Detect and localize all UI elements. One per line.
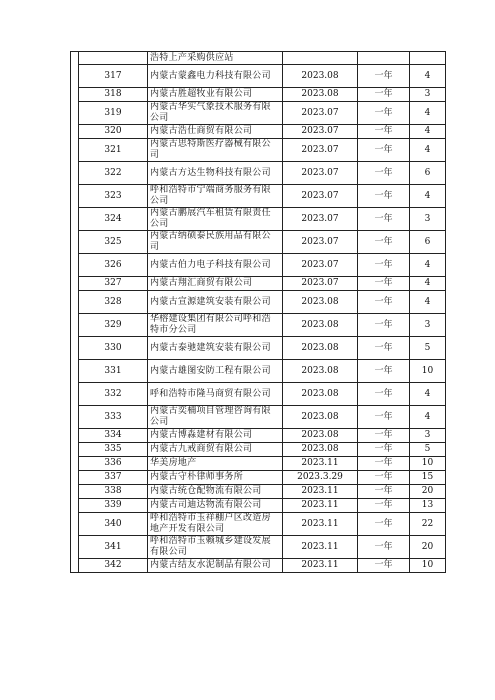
period-cell: 一年 <box>358 485 410 499</box>
date-cell: 2023.11 <box>283 485 358 499</box>
table-row <box>71 88 446 102</box>
table-row <box>71 162 446 185</box>
period-cell: 一年 <box>358 559 410 573</box>
period-cell: 一年 <box>358 429 410 443</box>
company-name-cell: 内蒙古伯力电子科技有限公司 <box>148 254 283 277</box>
table-row <box>71 406 446 429</box>
table-row <box>71 457 446 471</box>
company-name-cell: 内蒙古统仓配物流有限公司 <box>148 485 283 499</box>
quantity-cell: 4 <box>410 102 446 125</box>
table-row <box>71 314 446 337</box>
row-number-cell: 327 <box>79 277 148 291</box>
date-cell: 2023.08 <box>283 337 358 360</box>
date-cell: 2023.07 <box>283 231 358 254</box>
quantity-cell: 4 <box>410 383 446 406</box>
quantity-cell: 5 <box>410 443 446 457</box>
period-cell: 一年 <box>358 314 410 337</box>
row-number-cell: 330 <box>79 337 148 360</box>
period-cell: 一年 <box>358 360 410 383</box>
row-number-cell: 321 <box>79 139 148 162</box>
period-cell: 一年 <box>358 457 410 471</box>
date-cell: 2023.11 <box>283 536 358 559</box>
period-cell: 一年 <box>358 208 410 231</box>
quantity-cell: 10 <box>410 457 446 471</box>
date-cell: 2023.08 <box>283 429 358 443</box>
date-cell: 2023.08 <box>283 406 358 429</box>
quantity-cell: 4 <box>410 406 446 429</box>
company-name-cell: 内蒙古九戒商贸有限公司 <box>148 443 283 457</box>
table-row <box>71 185 446 208</box>
company-name-cell: 内蒙古雄图安防工程有限公司 <box>148 360 283 383</box>
company-name-cell: 呼和浩特市玉祥棚户区改造房地产开发有限公司 <box>148 513 283 536</box>
period-cell: 一年 <box>358 383 410 406</box>
date-cell: 2023.07 <box>283 277 358 291</box>
quantity-cell: 15 <box>410 471 446 485</box>
row-number-cell: 339 <box>79 499 148 513</box>
company-name-cell: 浩特上产采购供应站 <box>148 52 283 65</box>
quantity-cell: 4 <box>410 254 446 277</box>
quantity-cell: 3 <box>410 429 446 443</box>
table-row <box>71 291 446 314</box>
company-name-cell: 内蒙古方达生物科技有限公司 <box>148 162 283 185</box>
company-name-cell: 内蒙古司迪达物流有限公司 <box>148 499 283 513</box>
row-number-cell: 332 <box>79 383 148 406</box>
date-cell: 2023.08 <box>283 88 358 102</box>
date-cell: 2023.11 <box>283 457 358 471</box>
company-name-cell: 内蒙古守朴律师事务所 <box>148 471 283 485</box>
table-row <box>71 429 446 443</box>
period-cell: 一年 <box>358 88 410 102</box>
company-name-cell: 内蒙古思特斯医疗器械有限公司 <box>148 139 283 162</box>
table-row <box>71 485 446 499</box>
company-name-cell: 内蒙古浩仕商贸有限公司 <box>148 125 283 139</box>
company-name-cell: 内蒙古泰驰建筑安装有限公司 <box>148 337 283 360</box>
table-row <box>71 102 446 125</box>
quantity-cell: 3 <box>410 208 446 231</box>
company-name-cell: 呼和浩特市宁端商务服务有限公司 <box>148 185 283 208</box>
period-cell: 一年 <box>358 65 410 88</box>
company-name-cell: 内蒙古纳硕泰民族用品有限公司 <box>148 231 283 254</box>
row-number-cell: 342 <box>79 559 148 573</box>
date-cell <box>283 52 358 65</box>
table-body <box>71 52 446 573</box>
company-name-cell: 华榕建设集团有限公司呼和浩特市分公司 <box>148 314 283 337</box>
company-name-cell: 内蒙古奕楠项目管理咨询有限公司 <box>148 406 283 429</box>
company-name-cell: 内蒙古胜超牧业有限公司 <box>148 88 283 102</box>
quantity-cell: 10 <box>410 360 446 383</box>
date-cell: 2023.08 <box>283 314 358 337</box>
row-number-cell: 337 <box>79 471 148 485</box>
table-row <box>71 360 446 383</box>
period-cell: 一年 <box>358 162 410 185</box>
row-number-cell <box>79 52 148 65</box>
period-cell: 一年 <box>358 471 410 485</box>
company-name-cell: 内蒙古华实气象技术服务有限公司 <box>148 102 283 125</box>
company-name-cell: 内蒙古翔汇商贸有限公司 <box>148 277 283 291</box>
company-name-cell: 内蒙古鹏展汽车租赁有限责任公司 <box>148 208 283 231</box>
row-number-cell: 333 <box>79 406 148 429</box>
quantity-cell: 4 <box>410 277 446 291</box>
table-row <box>71 337 446 360</box>
period-cell: 一年 <box>358 277 410 291</box>
period-cell: 一年 <box>358 406 410 429</box>
date-cell: 2023.3.29 <box>283 471 358 485</box>
period-cell <box>358 52 410 65</box>
date-cell: 2023.11 <box>283 513 358 536</box>
period-cell: 一年 <box>358 536 410 559</box>
date-cell: 2023.08 <box>283 291 358 314</box>
quantity-cell: 4 <box>410 291 446 314</box>
quantity-cell: 20 <box>410 485 446 499</box>
table-row <box>71 231 446 254</box>
row-number-cell: 323 <box>79 185 148 208</box>
table-row <box>71 383 446 406</box>
row-number-cell: 324 <box>79 208 148 231</box>
table-row <box>71 208 446 231</box>
company-name-cell: 华美房地产 <box>148 457 283 471</box>
quantity-cell: 10 <box>410 559 446 573</box>
period-cell: 一年 <box>358 139 410 162</box>
date-cell: 2023.07 <box>283 125 358 139</box>
company-name-cell: 呼和浩特市隆马商贸有限公司 <box>148 383 283 406</box>
company-name-cell: 内蒙古博淼建材有限公司 <box>148 429 283 443</box>
row-number-cell: 334 <box>79 429 148 443</box>
date-cell: 2023.07 <box>283 102 358 125</box>
company-name-cell: 呼和浩特市玉赖城乡建设发展有限公司 <box>148 536 283 559</box>
quantity-cell: 13 <box>410 499 446 513</box>
period-cell: 一年 <box>358 443 410 457</box>
period-cell: 一年 <box>358 254 410 277</box>
date-cell: 2023.07 <box>283 208 358 231</box>
row-number-cell: 320 <box>79 125 148 139</box>
row-number-cell: 331 <box>79 360 148 383</box>
table-row <box>71 499 446 513</box>
row-number-cell: 340 <box>79 513 148 536</box>
table-row <box>71 139 446 162</box>
table-row <box>71 513 446 536</box>
period-cell: 一年 <box>358 513 410 536</box>
quantity-cell <box>410 52 446 65</box>
table-row <box>71 471 446 485</box>
quantity-cell: 4 <box>410 139 446 162</box>
quantity-cell: 22 <box>410 513 446 536</box>
period-cell: 一年 <box>358 499 410 513</box>
quantity-cell: 6 <box>410 231 446 254</box>
company-name-cell: 内蒙古结友水泥制品有限公司 <box>148 559 283 573</box>
date-cell: 2023.07 <box>283 139 358 162</box>
quantity-cell: 5 <box>410 337 446 360</box>
row-number-cell: 335 <box>79 443 148 457</box>
quantity-cell: 3 <box>410 88 446 102</box>
quantity-cell: 4 <box>410 65 446 88</box>
table-row <box>71 125 446 139</box>
row-number-cell: 329 <box>79 314 148 337</box>
row-number-cell: 341 <box>79 536 148 559</box>
quantity-cell: 3 <box>410 314 446 337</box>
table-row <box>71 277 446 291</box>
row-number-cell: 328 <box>79 291 148 314</box>
period-cell: 一年 <box>358 337 410 360</box>
date-cell: 2023.08 <box>283 443 358 457</box>
table-row <box>71 443 446 457</box>
period-cell: 一年 <box>358 102 410 125</box>
document-page <box>70 51 445 573</box>
date-cell: 2023.08 <box>283 383 358 406</box>
table-row <box>71 536 446 559</box>
row-number-cell: 325 <box>79 231 148 254</box>
table-row <box>71 559 446 573</box>
row-number-cell: 338 <box>79 485 148 499</box>
quantity-cell: 4 <box>410 125 446 139</box>
company-records-table <box>70 51 446 573</box>
date-cell: 2023.11 <box>283 499 358 513</box>
period-cell: 一年 <box>358 185 410 208</box>
row-number-cell: 336 <box>79 457 148 471</box>
row-number-cell: 319 <box>79 102 148 125</box>
date-cell: 2023.08 <box>283 360 358 383</box>
period-cell: 一年 <box>358 291 410 314</box>
date-cell: 2023.07 <box>283 185 358 208</box>
company-name-cell: 内蒙古宣源建筑安装有限公司 <box>148 291 283 314</box>
table-row <box>71 254 446 277</box>
date-cell: 2023.07 <box>283 254 358 277</box>
row-number-cell: 318 <box>79 88 148 102</box>
quantity-cell: 6 <box>410 162 446 185</box>
left-merged-cell <box>71 52 79 573</box>
company-name-cell: 内蒙古蒙鑫电力科技有限公司 <box>148 65 283 88</box>
row-number-cell: 322 <box>79 162 148 185</box>
period-cell: 一年 <box>358 125 410 139</box>
row-number-cell: 317 <box>79 65 148 88</box>
table-row <box>71 65 446 88</box>
quantity-cell: 20 <box>410 536 446 559</box>
quantity-cell: 4 <box>410 185 446 208</box>
date-cell: 2023.07 <box>283 162 358 185</box>
date-cell: 2023.11 <box>283 559 358 573</box>
row-number-cell: 326 <box>79 254 148 277</box>
period-cell: 一年 <box>358 231 410 254</box>
continuation-row <box>71 52 446 65</box>
date-cell: 2023.08 <box>283 65 358 88</box>
